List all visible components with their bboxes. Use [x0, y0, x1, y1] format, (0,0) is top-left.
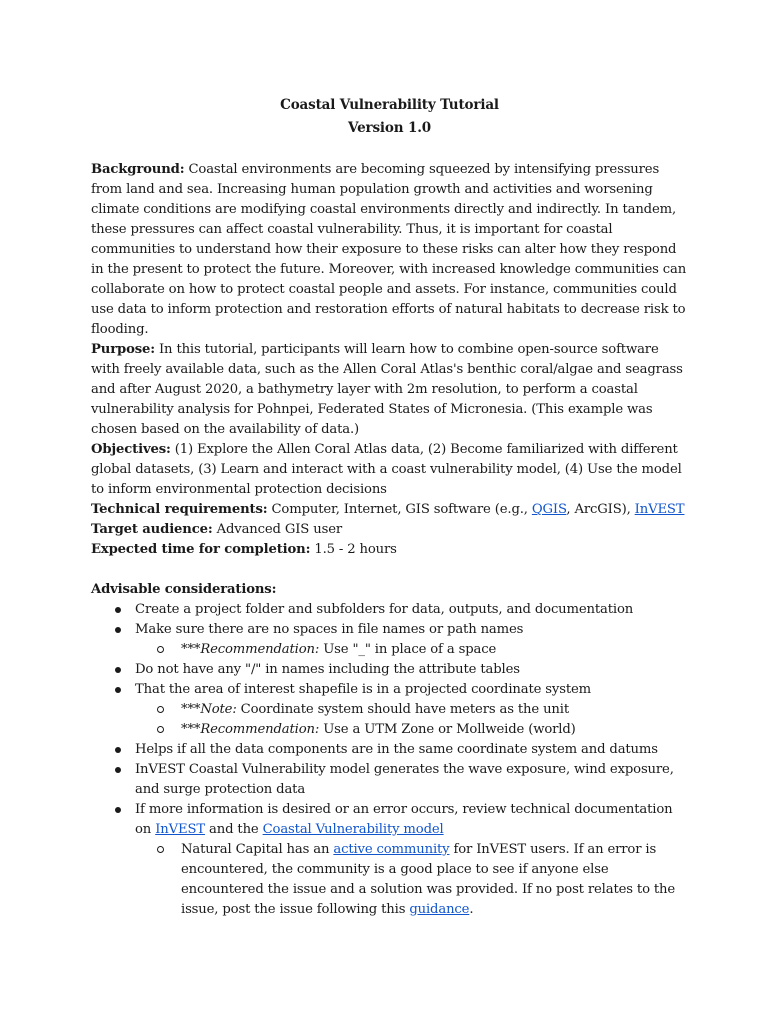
- list-item-text: and the: [204, 822, 263, 837]
- sub-list-item: [135, 700, 688, 720]
- list-item-text: That the area of interest shapefile is in a projected coordinate system: [135, 682, 591, 697]
- emphasis-label: Recommendation:: [200, 642, 320, 657]
- purpose-paragraph: [91, 340, 688, 440]
- prefix: ***: [181, 722, 201, 737]
- technical-text-middle: , ArcGIS),: [566, 502, 635, 517]
- document-title: Coastal Vulnerability Tutorial: [280, 97, 499, 113]
- coastal-vulnerability-model-link[interactable]: Coastal Vulnerability model: [262, 822, 444, 837]
- sub-list-item-text: Coordinate system should have meters as the unit: [236, 702, 569, 717]
- list-item-text: Make sure there are no spaces in file names or path names: [135, 622, 524, 637]
- purpose-text: In this tutorial, participants will learn how to combine open-source software with freely available data, such as the Allen Coral Atlas's benthic coral/algae and seagrass and after August 2020, a bathymetry layer with 2m resolution, to perform a coastal vulnerability analysis for Pohnpei, Federated States of Micronesia. (This example was chosen based on the availability of data.): [91, 342, 683, 437]
- sub-list-item-end: .: [469, 902, 474, 917]
- technical-label: Technical requirements:: [91, 502, 268, 517]
- background-paragraph: [91, 160, 688, 340]
- sub-list-item-text: Use a UTM Zone or Mollweide (world): [319, 722, 576, 737]
- technical-requirements: [91, 500, 688, 520]
- list-item-text: If more information is desired or an error occurs, review technical documentation on: [135, 802, 673, 837]
- active-community-link[interactable]: active community: [333, 842, 450, 857]
- invest-link[interactable]: InVEST: [634, 502, 685, 517]
- sub-list-item-text: Use "_" in place of a space: [319, 642, 497, 657]
- list-item-text: Helps if all the data components are in the same coordinate system and datums: [135, 742, 658, 757]
- sub-list: [135, 840, 688, 920]
- qgis-link[interactable]: QGIS: [531, 502, 567, 517]
- sub-list-item-text: for InVEST users. If an error is encountered, the community is a good place to see if anyone else encountered the issue and a solution was provided. If no post relates to the issue, post the issue following this: [181, 842, 676, 917]
- invest-docs-link[interactable]: InVEST: [155, 822, 205, 837]
- list-item: [91, 680, 688, 740]
- sub-list: [135, 700, 688, 740]
- spacer: [91, 560, 688, 580]
- purpose-label: Purpose:: [91, 342, 155, 357]
- time-text: 1.5 - 2 hours: [310, 542, 397, 557]
- objectives-text: (1) Explore the Allen Coral Atlas data, (2) Become familiarized with different global datasets, (3) Learn and interact with a coast vulnerability model, (4) Use the model to inform environmental protection decisions: [91, 442, 682, 497]
- list-item: [91, 800, 688, 920]
- list-item-text: Create a project folder and subfolders for data, outputs, and documentation: [135, 602, 634, 617]
- list-item: [91, 620, 688, 660]
- emphasis-label: Note:: [200, 702, 237, 717]
- objectives-paragraph: [91, 440, 688, 500]
- expected-time: [91, 540, 688, 560]
- list-item: [91, 600, 688, 620]
- list-item-text: Do not have any "/" in names including the attribute tables: [135, 662, 520, 677]
- background-label: Background:: [91, 162, 185, 177]
- list-item-text: InVEST Coastal Vulnerability model generates the wave exposure, wind exposure, and surge protection data: [135, 762, 674, 797]
- audience-label: Target audience:: [91, 522, 213, 537]
- emphasis-label: Recommendation:: [200, 722, 320, 737]
- sub-list-item: [135, 840, 688, 920]
- list-item: [91, 760, 688, 800]
- sub-list: [135, 640, 688, 660]
- list-item: [91, 740, 688, 760]
- audience-text: Advanced GIS user: [212, 522, 343, 537]
- list-item: [91, 660, 688, 680]
- background-text: Coastal environments are becoming squeezed by intensifying pressures from land and sea. Increasing human population growth and activities and worsening climate conditions are modifying coastal environments directly and indirectly. In tandem, these pressures can affect coastal vulnerability. Thus, it is important for coastal communities to understand how their exposure to these risks can alter how they respond in the present to protect the future. Moreover, with increased knowledge communities can collaborate on how to protect coastal people and assets. For instance, communities could use data to inform protection and restoration efforts of natural habitats to decrease risk to flooding.: [91, 162, 687, 337]
- target-audience: [91, 520, 688, 540]
- title-block: [91, 94, 688, 140]
- considerations-list: [91, 600, 688, 920]
- sub-list-item-text: Natural Capital has an: [181, 842, 334, 857]
- document-version: Version 1.0: [347, 120, 432, 136]
- technical-text-before: Computer, Internet, GIS software (e.g.,: [267, 502, 532, 517]
- guidance-link[interactable]: guidance: [409, 902, 470, 917]
- considerations-heading: Advisable considerations:: [91, 582, 277, 597]
- objectives-label: Objectives:: [91, 442, 171, 457]
- sub-list-item: [135, 640, 688, 660]
- prefix: ***: [181, 642, 201, 657]
- time-label: Expected time for completion:: [91, 542, 311, 557]
- prefix: ***: [181, 702, 201, 717]
- sub-list-item: [135, 720, 688, 740]
